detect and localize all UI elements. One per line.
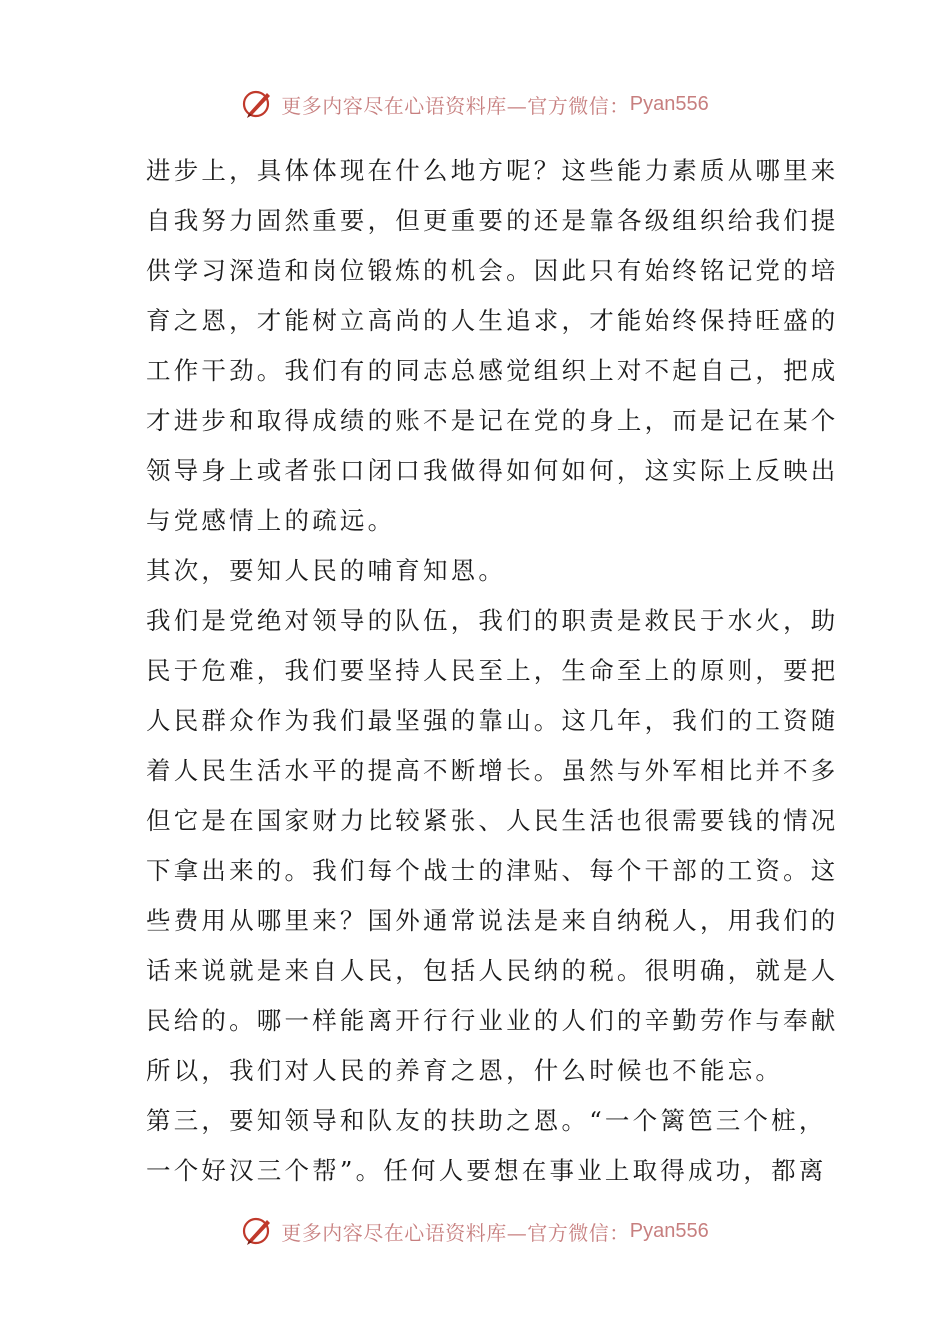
text-line: 些费用从哪里来？国外通常说法是来自纳税人，用我们的 [146,906,839,935]
watermark-text: 更多内容尽在心语资料库—官方微信： [281,1220,630,1245]
watermark-id: Pyan556 [629,1219,709,1242]
text-line: 着人民生活水平的提高不断增长。虽然与外军相比并不多 [146,756,839,785]
section-heading: 第三，要知领导和队友的扶助之恩。“一个篱笆三个桩， [146,1106,827,1135]
footer-watermark [0,1211,950,1251]
text-line: 一个好汉三个帮”。任何人要想在事业上取得成功，都离 [146,1156,827,1185]
pen-logo-icon [241,1214,275,1248]
text-line: 才进步和取得成绩的账不是记在党的身上，而是记在某个 [146,406,839,435]
document-body [146,146,839,1196]
text-line: 民给的。哪一样能离开行行业业的人们的辛勤劳作与奉献 [146,1006,839,1035]
text-line: 但它是在国家财力比较紧张、人民生活也很需要钱的情况 [146,806,839,835]
text-line: 自我努力固然重要，但更重要的还是靠各级组织给我们提 [146,206,839,235]
text-line: 我们是党绝对领导的队伍，我们的职责是救民于水火，助 [146,606,839,635]
watermark-id: Pyan556 [629,92,709,115]
text-line: 领导身上或者张口闭口我做得如何如何，这实际上反映出 [146,456,839,485]
text-line: 工作干劲。我们有的同志总感觉组织上对不起自己，把成 [146,356,839,385]
header-watermark [0,84,950,124]
text-line: 与党感情上的疏远。 [146,506,396,535]
text-line: 育之恩，才能树立高尚的人生追求，才能始终保持旺盛的 [146,306,839,335]
watermark-text: 更多内容尽在心语资料库—官方微信： [281,93,630,118]
text-line: 民于危难，我们要坚持人民至上，生命至上的原则，要把 [146,656,839,685]
text-line: 进步上，具体体现在什么地方呢？这些能力素质从哪里来 [146,156,839,185]
text-line: 供学习深造和岗位锻炼的机会。因此只有始终铭记党的培 [146,256,839,285]
section-heading: 其次，要知人民的哺育知恩。 [146,556,507,585]
pen-logo-icon [241,87,275,121]
text-line: 下拿出来的。我们每个战士的津贴、每个干部的工资。这 [146,856,839,885]
text-line: 人民群众作为我们最坚强的靠山。这几年，我们的工资随 [146,706,839,735]
text-line: 所以，我们对人民的养育之恩，什么时候也不能忘。 [146,1056,784,1085]
text-line: 话来说就是来自人民，包括人民纳的税。很明确，就是人 [146,956,839,985]
